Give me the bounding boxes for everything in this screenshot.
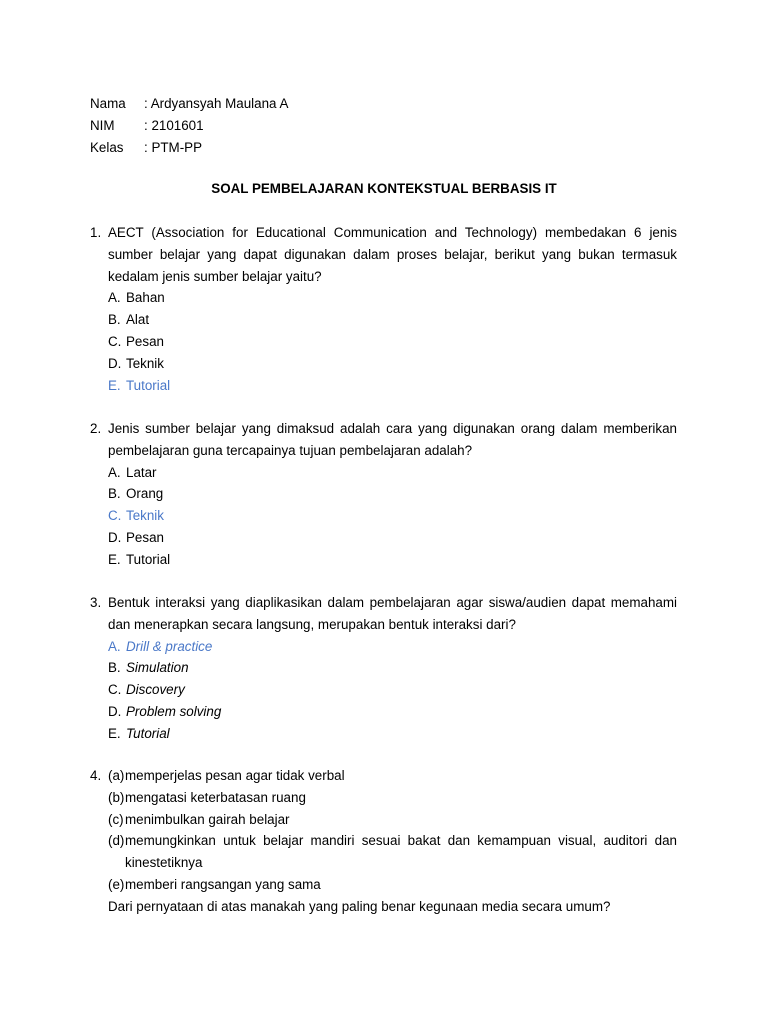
statement-c: (c) menimbulkan gairah belajar — [108, 811, 290, 827]
option-d: D. Pesan — [108, 529, 164, 545]
option-d: D. Teknik — [108, 355, 164, 371]
info-value: : PTM-PP — [144, 139, 203, 155]
option-a: A. Bahan — [108, 290, 165, 306]
question-2 — [90, 418, 677, 571]
question-1 — [90, 222, 677, 396]
info-value: : Ardyansyah Maulana A — [144, 96, 289, 111]
statement-b: (b) mengatasi keterbatasan ruang — [108, 789, 306, 805]
info-row-kelas — [90, 137, 288, 159]
question-number: 2. — [90, 421, 102, 436]
option-b: B. Alat — [108, 312, 150, 328]
statement-d: (d) memungkinkan untuk belajar mandiri sesuai bakat dan kemampuan visual, auditori dan kinestetiknya — [108, 833, 677, 871]
info-label: Nama — [90, 96, 126, 111]
option-b: B. Simulation — [108, 660, 189, 676]
option-e: E. Tutorial — [108, 551, 171, 567]
question-text: 3. Bentuk interaksi yang diaplikasikan dalam pembelajaran agar siswa/audien dapat memahami dan menerapkan secara langsung, merupakan bentuk interaksi dari? — [90, 592, 677, 636]
question-text: 1. AECT (Association for Educational Communication and Technology) membedakan 6 jenis sumber belajar yang dapat digunakan dalam proses belajar, berikut yang bukan termasuk kedalam jenis sumber belajar yaitu? — [90, 222, 677, 287]
question-number: 3. — [90, 595, 102, 610]
info-row-nim — [90, 115, 288, 137]
option-list — [90, 287, 677, 396]
option-list — [90, 462, 677, 571]
option-b: B. Orang — [108, 486, 164, 502]
option-list — [90, 636, 677, 745]
statement-a: (a) memperjelas pesan agar tidak verbal — [108, 768, 345, 783]
info-label: Kelas — [90, 139, 124, 155]
student-info — [90, 93, 288, 158]
question-prompt: Dari pernyataan di atas manakah yang paling benar kegunaan media secara umum? — [108, 898, 611, 914]
option-c: C. Discovery — [108, 682, 185, 698]
option-a-answer: A. Drill & practice — [108, 638, 213, 654]
document-title: SOAL PEMBELAJARAN KONTEKSTUAL BERBASIS IT — [211, 181, 557, 196]
option-e-answer: E. Tutorial — [108, 377, 171, 393]
info-label: NIM — [90, 117, 115, 133]
option-d: D. Problem solving — [108, 703, 222, 719]
info-value: : 2101601 — [144, 117, 204, 133]
option-c-answer: C. Teknik — [108, 508, 164, 524]
question-text: 2. Jenis sumber belajar yang dimaksud adalah cara yang digunakan orang dalam memberikan pembelajaran guna tercapainya tujuan pembelajaran adalah? — [90, 418, 677, 462]
question-4 — [90, 765, 677, 918]
question-3 — [90, 592, 677, 745]
option-c: C. Pesan — [108, 333, 164, 349]
option-a: A. Latar — [108, 464, 157, 480]
statement-e: (e) memberi rangsangan yang sama — [108, 876, 321, 892]
question-number: 4. — [90, 768, 102, 783]
option-e: E. Tutorial — [108, 725, 170, 741]
statement-list — [90, 765, 677, 918]
question-number: 1. — [90, 225, 102, 240]
info-row-nama — [90, 93, 288, 115]
